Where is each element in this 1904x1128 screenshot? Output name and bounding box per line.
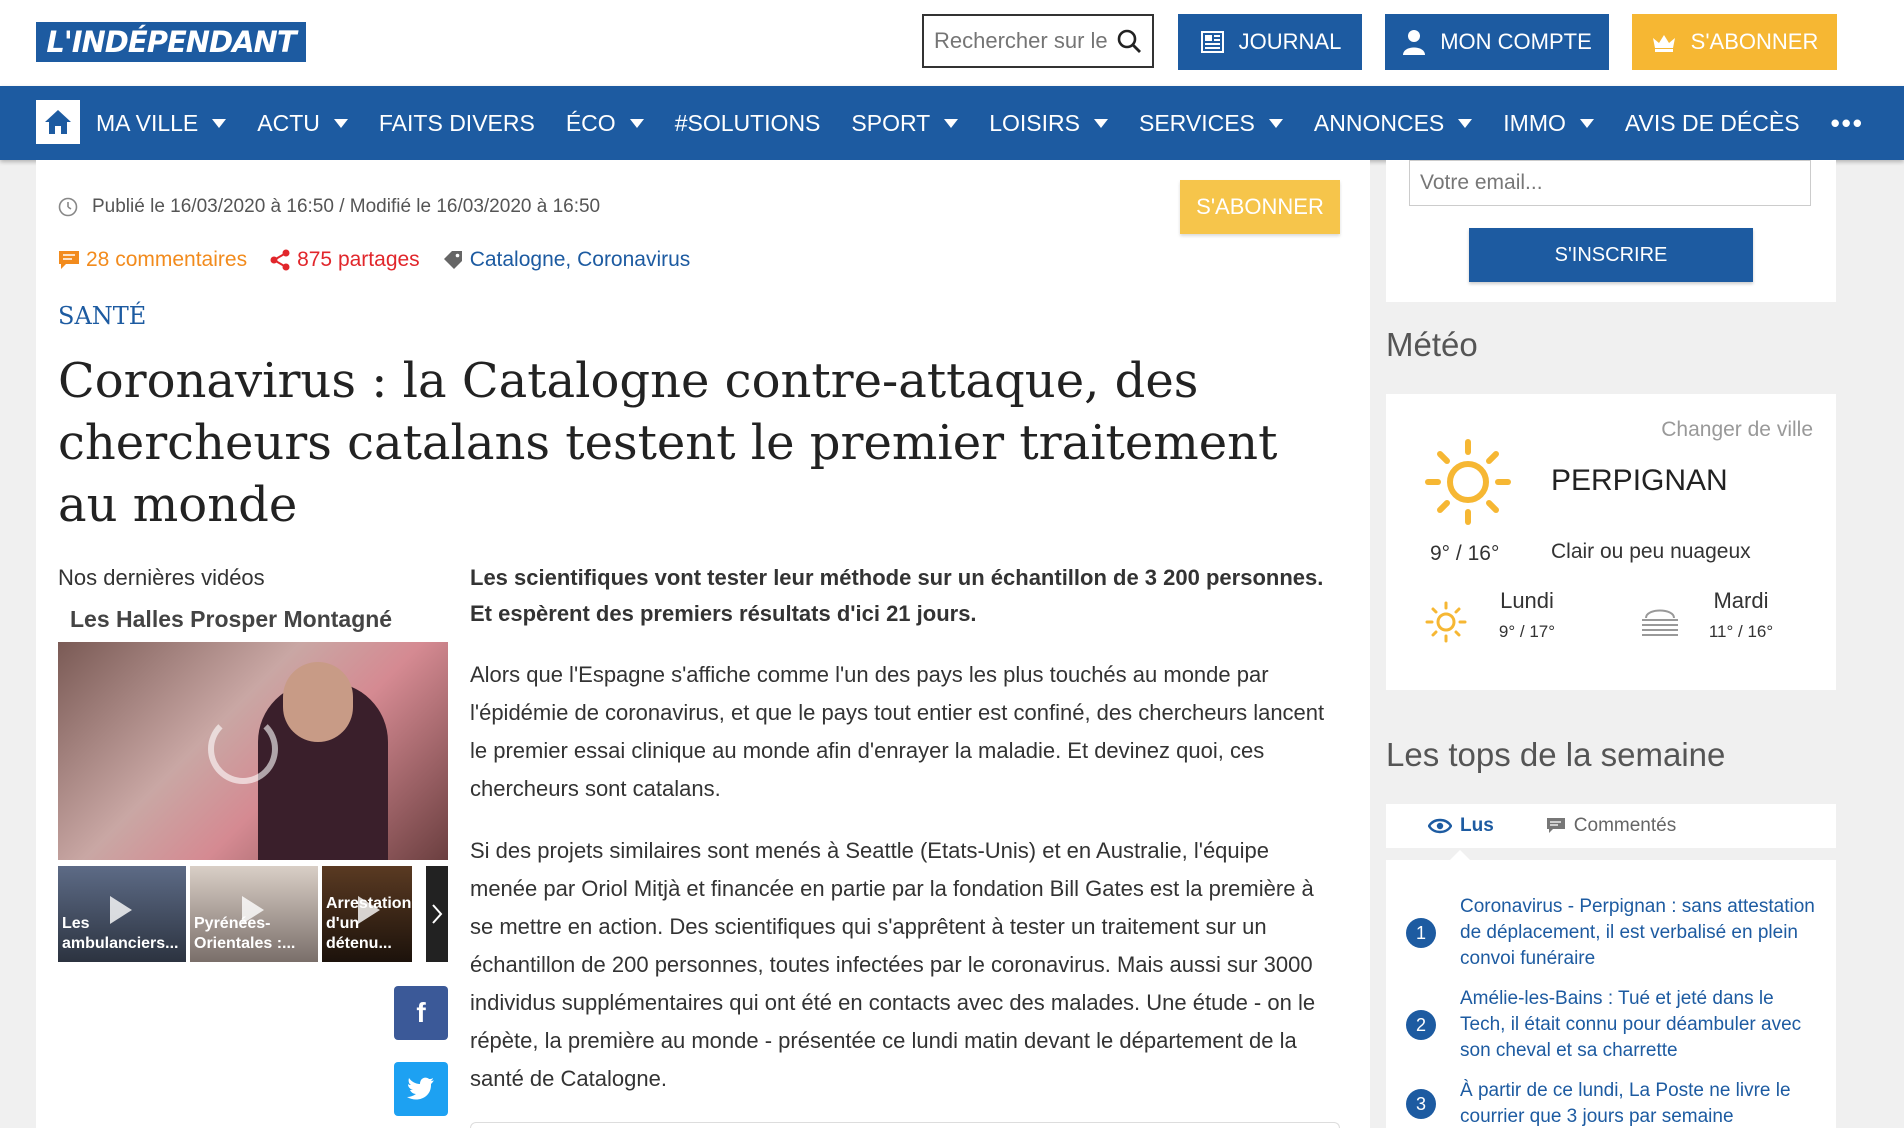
nav-item-label: ÉCO	[565, 109, 616, 136]
comments-link[interactable]	[58, 248, 247, 272]
tops-list	[1386, 860, 1836, 1128]
publish-date: Publié le 16/03/2020 à 16:50 / Modifié le 16/03/2020 à 16:50	[92, 196, 601, 217]
top-article-link[interactable]: Amélie-les-Bains : Tué et jeté dans le Tech, il était connu pour déambuler avec son cheval et sa charrette	[1460, 988, 1802, 1061]
article-column	[36, 160, 1370, 1128]
comments-count: 28 commentaires	[86, 248, 248, 271]
search-input[interactable]	[934, 28, 1114, 54]
article-subscribe-button[interactable]: S'ABONNER	[1180, 180, 1340, 234]
video-thumb-label: Pyrénées-Orientales :...	[194, 915, 296, 952]
nav-item-0[interactable]	[96, 110, 226, 137]
search-box[interactable]	[922, 14, 1154, 68]
rank-badge: 3	[1406, 1089, 1436, 1119]
chevron-down-icon	[1269, 119, 1283, 128]
article-paragraph: Si des projets similaires sont menés à Seattle (Etats-Unis) et en Australie, l'équipe menée par Oriol Mitjà et financée en partie par la fondation Bill Gates est la première à se mettre en action. Des scientifiques qui s'apprêtent à tester un traitement sur un échantillon de 200 personnes, toutes infectées par le coronavirus. Mais aussi sur 3000 individus supplémentaires qui ont été en contacts avec des malades. Une étude - on le répète, la première au monde - présentée ce lundi matin devant le département de la santé de Catalogne.	[470, 838, 1316, 1091]
loading-spinner-icon	[208, 714, 278, 784]
main-nav	[0, 86, 1904, 160]
shares-link[interactable]	[269, 248, 420, 272]
video-thumb[interactable]	[58, 866, 186, 962]
journal-button[interactable]	[1178, 14, 1362, 70]
list-item[interactable]	[1406, 986, 1816, 1064]
nav-item-label: SPORT	[851, 109, 931, 136]
top-article-link[interactable]: Coronavirus - Perpignan : sans attestation de déplacement, il est verbalisé en plein convoi funéraire	[1460, 896, 1815, 969]
list-item[interactable]	[1406, 894, 1816, 972]
subscribe-button[interactable]	[1632, 14, 1837, 70]
article-headline: Coronavirus : la Catalogne contre-attaque, des chercheurs catalans testent le premier traitement au monde	[58, 353, 1278, 533]
account-button[interactable]	[1385, 14, 1609, 70]
forecast-day-temp: 11° / 16°	[1708, 622, 1774, 641]
video-thumb-label: Arrestation d'un détenu...	[326, 895, 412, 952]
nav-item-8[interactable]	[1314, 110, 1472, 137]
chevron-down-icon	[212, 119, 226, 128]
comment-icon	[1546, 817, 1566, 835]
search-icon[interactable]	[1116, 28, 1142, 54]
change-city-link[interactable]: Changer de ville	[1661, 418, 1813, 441]
nav-item-5[interactable]	[851, 110, 958, 137]
nav-item-label: MA VILLE	[96, 109, 199, 136]
rank-badge: 1	[1406, 918, 1436, 948]
nav-item-3[interactable]	[566, 110, 644, 137]
videos-label: Nos dernières vidéos	[58, 565, 265, 590]
nav-item-label: #SOLUTIONS	[674, 109, 821, 136]
chevron-down-icon	[1094, 119, 1108, 128]
eye-icon	[1428, 818, 1452, 834]
twitter-icon	[407, 1077, 435, 1101]
weather-condition: Clair ou peu nuageux	[1551, 540, 1751, 563]
tops-tabs	[1386, 804, 1836, 848]
nav-item-label: AVIS DE DÉCÈS	[1624, 109, 1800, 136]
tab-indicator	[1448, 850, 1472, 862]
tags-text: Catalogne, Coronavirus	[469, 248, 691, 271]
article-tags[interactable]	[442, 248, 691, 272]
nav-item-6[interactable]	[989, 110, 1108, 137]
sun-icon	[1422, 436, 1514, 528]
video-main[interactable]	[58, 642, 448, 860]
nav-item-label: ANNONCES	[1313, 109, 1445, 136]
top-article-link[interactable]: À partir de ce lundi, La Poste ne livre le courrier que 3 jours par semaine	[1460, 1080, 1791, 1127]
more-menu-icon[interactable]: •••	[1830, 107, 1864, 138]
comment-icon	[58, 250, 80, 270]
nav-item-label: LOISIRS	[989, 109, 1080, 136]
subscribe-label: S'ABONNER	[1690, 29, 1819, 54]
chevron-down-icon	[1458, 119, 1472, 128]
nav-item-label: SERVICES	[1139, 109, 1255, 136]
shares-count: 875 partages	[297, 248, 420, 271]
user-icon	[1402, 29, 1426, 55]
nav-item-4[interactable]	[675, 110, 821, 137]
today-temperature: 9° / 16°	[1430, 542, 1500, 565]
twitter-share-button[interactable]	[394, 1062, 448, 1116]
home-button[interactable]	[36, 100, 80, 144]
video-thumbnails	[58, 866, 448, 962]
forecast-day	[1472, 588, 1582, 642]
section-label[interactable]: SANTÉ	[58, 302, 147, 330]
fog-icon	[1640, 604, 1680, 640]
article-lead: Les scientifiques vont tester leur méthode sur un échantillon de 3 200 personnes. Et espèrent des premiers résultats d'ici 21 jours.	[470, 565, 1324, 626]
publish-meta	[58, 196, 600, 218]
video-face	[283, 662, 353, 742]
sun-icon	[1424, 600, 1468, 644]
nav-item-10[interactable]	[1625, 110, 1800, 137]
tops-title: Les tops de la semaine	[1386, 736, 1726, 773]
facebook-share-button[interactable]	[394, 986, 448, 1040]
next-videos-button[interactable]	[426, 866, 448, 962]
nav-item-9[interactable]	[1503, 110, 1594, 137]
chevron-down-icon	[944, 119, 958, 128]
tab-commented-label: Commentés	[1573, 815, 1677, 836]
newspaper-icon	[1199, 30, 1225, 54]
crown-icon	[1651, 32, 1677, 52]
email-field[interactable]: Votre email...	[1409, 160, 1811, 206]
nav-item-label: ACTU	[257, 109, 320, 136]
nav-item-label: FAITS DIVERS	[378, 109, 535, 136]
clock-icon	[58, 197, 78, 217]
chevron-right-icon	[431, 903, 443, 925]
list-item[interactable]	[1406, 1078, 1816, 1128]
tab-read[interactable]	[1428, 815, 1494, 837]
tab-read-label: Lus	[1460, 815, 1494, 836]
nav-item-1[interactable]	[257, 110, 348, 137]
account-label: MON COMPTE	[1440, 29, 1592, 54]
forecast-day	[1686, 588, 1796, 642]
nav-item-7[interactable]	[1139, 110, 1283, 137]
site-logo[interactable]	[36, 22, 306, 62]
forecast-day-name: Lundi	[1500, 588, 1554, 613]
logo-text: L'INDÉPENDANT	[46, 25, 296, 59]
video-thumb[interactable]	[190, 866, 318, 962]
video-title: Les Halles Prosper Montagné	[70, 606, 393, 632]
forecast-day-temp: 9° / 17°	[1498, 622, 1556, 641]
top-header	[0, 0, 1904, 86]
article-embed-box	[470, 1122, 1340, 1128]
rank-badge: 2	[1406, 1010, 1436, 1040]
newsletter-box	[1386, 160, 1836, 302]
city-name: PERPIGNAN	[1551, 464, 1728, 497]
chevron-down-icon	[334, 119, 348, 128]
nav-items	[96, 86, 1864, 160]
meteo-widget	[1386, 394, 1836, 690]
video-thumb[interactable]	[322, 866, 412, 962]
tag-icon	[442, 249, 464, 271]
tab-commented[interactable]	[1546, 815, 1676, 837]
journal-label: JOURNAL	[1238, 29, 1342, 54]
chevron-down-icon	[630, 119, 644, 128]
meteo-title: Météo	[1386, 326, 1478, 363]
nav-item-2[interactable]	[379, 110, 535, 137]
video-thumb-label: Les ambulanciers...	[62, 915, 179, 952]
article-paragraph: Alors que l'Espagne s'affiche comme l'un des pays les plus touchés au monde par l'épidémie de coronavirus, et que le pays tout entier est confiné, des chercheurs lancent le premier essai clinique au monde afin d'enrayer la maladie. Et devinez quoi, ces chercheurs sont catalans.	[470, 662, 1325, 801]
facebook-icon: f	[416, 997, 426, 1028]
nav-item-label: IMMO	[1503, 109, 1566, 136]
article-body	[470, 560, 1340, 1122]
chevron-down-icon	[1580, 119, 1594, 128]
home-icon	[44, 109, 72, 135]
share-icon	[269, 249, 291, 271]
video-player	[58, 600, 448, 964]
signup-button[interactable]: S'INSCRIRE	[1469, 228, 1753, 282]
forecast-day-name: Mardi	[1713, 588, 1769, 613]
article-social-row	[58, 248, 690, 272]
